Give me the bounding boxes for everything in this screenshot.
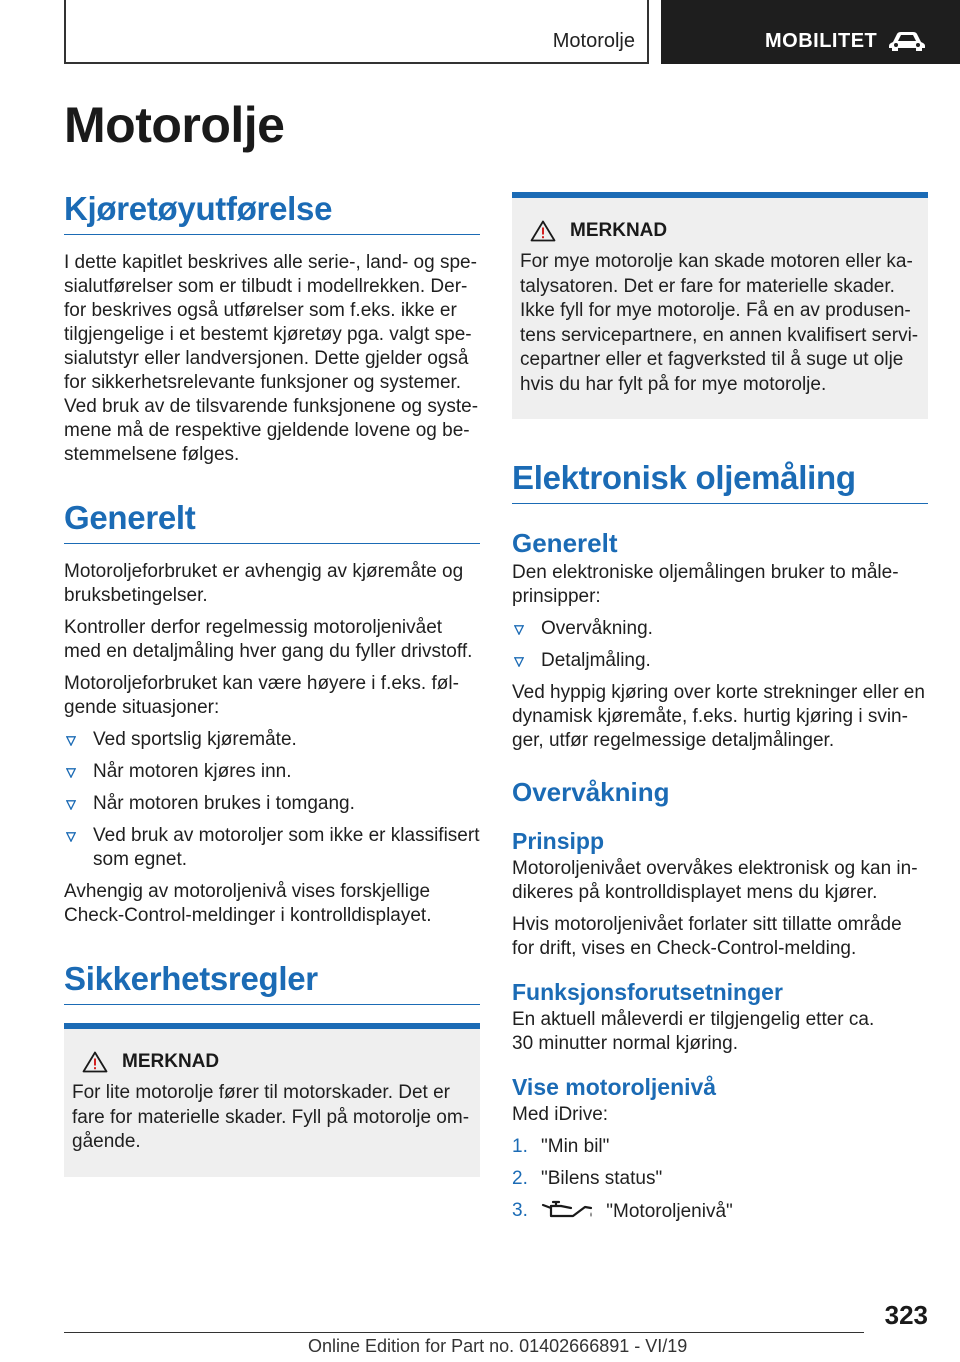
notice-text: For mye motorolje kan skade motoren eller ka- talysatoren. Det er fare for materielle skader. Ikke fyll for mye motorolje. Få en av produsen- tens servicepartnere, en annen kvalifisert servi- cepartner eller et fagverksted til å suge ut olje hvis du har fylt på for mye motorolje. bbox=[520, 251, 919, 395]
bullet-triangle-icon bbox=[66, 832, 76, 842]
right-column bbox=[512, 192, 928, 1224]
para-elektronisk-generelt-2: Ved hyppig kjøring over korte strekninger eller en dynamisk kjøremåte, f.eks. hurtig kjøring i svin- ger, utfør regelmessige detaljmålinger. bbox=[512, 682, 925, 751]
bullet-triangle-icon bbox=[66, 800, 76, 810]
para-kjoretoyutforelse: I dette kapitlet beskrives alle serie-, land- og spe- sialutførelser som er tilbudt i modellrekken. Der- for beskrives også utførelser som f.eks. ikke er tilgjengelige i et bestemt kjøretøy pga. valgt spe- sialutstyr eller landversjonen. Dette gjelder også for sikkerhetsrelevante funksjoner og systemer. Ved bruk av de tilsvarende funksjonene og syste- mene må de respektive gjeldende lovene og be- stemmelsene følges. bbox=[64, 252, 479, 465]
heading-generelt-sub: Generelt bbox=[512, 528, 618, 558]
idrive-steps bbox=[512, 1135, 928, 1224]
notice-label: MERKNAD bbox=[570, 220, 668, 241]
para-med-idrive: Med iDrive: bbox=[512, 1104, 609, 1125]
warning-triangle-icon bbox=[82, 1051, 108, 1073]
bullet-triangle-icon bbox=[66, 768, 76, 778]
step-number: 2. bbox=[512, 1168, 528, 1189]
heading-elektronisk-oljemaling: Elektronisk oljemåling bbox=[512, 459, 928, 504]
bullet-triangle-icon bbox=[514, 657, 524, 667]
bullet-triangle-icon bbox=[66, 736, 76, 746]
bullet-triangle-icon bbox=[514, 625, 524, 635]
left-column bbox=[64, 190, 480, 1177]
header-section-title: Motorolje bbox=[552, 30, 635, 52]
situations-list bbox=[64, 728, 480, 872]
notice-box-too-much-oil bbox=[512, 192, 928, 419]
step-number: 3. bbox=[512, 1200, 528, 1221]
warning-triangle-icon bbox=[530, 220, 556, 242]
heading-sikkerhetsregler: Sikkerhetsregler bbox=[64, 960, 480, 1005]
heading-vise-motoroljeniva: Vise motoroljenivå bbox=[512, 1074, 717, 1100]
oil-can-icon bbox=[541, 1199, 593, 1221]
notice-header bbox=[520, 220, 920, 242]
heading-prinsipp: Prinsipp bbox=[512, 828, 605, 854]
step-number: 1. bbox=[512, 1136, 528, 1157]
footer-divider bbox=[64, 1332, 864, 1333]
list-item: Ved bruk av motoroljer som ikke er klassifisert som egnet. bbox=[64, 824, 480, 872]
notice-box-low-oil bbox=[64, 1023, 480, 1177]
list-item: Detaljmåling. bbox=[512, 649, 928, 673]
header-frame bbox=[64, 0, 649, 64]
heading-overvakning: Overvåkning bbox=[512, 777, 670, 807]
list-item: 3. "Motoroljenivå" bbox=[512, 1200, 733, 1222]
principles-list bbox=[512, 617, 928, 673]
notice-text: For lite motorolje fører til motorskader. Det er fare for materielle skader. Fyll på motorolje om- gående. bbox=[72, 1082, 470, 1152]
list-item: Overvåkning. bbox=[512, 617, 928, 641]
para-generelt-4: Avhengig av motoroljenivå vises forskjellige Check-Control-meldinger i kontrolldisplayet. bbox=[64, 881, 432, 926]
para-funksjonsforutsetninger: En aktuell måleverdi er tilgjengelig etter ca. 30 minutter normal kjøring. bbox=[512, 1009, 875, 1054]
para-generelt-2: Kontroller derfor regelmessig motoroljenivået med en detaljmåling hver gang du fyller drivstoff. bbox=[64, 617, 473, 662]
header-chapter-label: MOBILITET bbox=[765, 30, 878, 52]
list-item: Ved sportslig kjøremåte. bbox=[64, 728, 480, 752]
heading-funksjonsforutsetninger: Funksjonsforutsetninger bbox=[512, 979, 783, 1005]
header-chapter-tab bbox=[661, 0, 960, 64]
notice-label: MERKNAD bbox=[122, 1051, 220, 1072]
para-prinsipp-1: Motoroljenivået overvåkes elektronisk og kan in- dikeres på kontrolldisplayet mens du kjører. bbox=[512, 858, 918, 903]
para-generelt-3: Motoroljeforbruket kan være høyere i f.eks. føl- gende situasjoner: bbox=[64, 673, 459, 718]
para-generelt-1: Motoroljeforbruket er avhengig av kjøremåte og bruksbetingelser. bbox=[64, 561, 464, 606]
list-item: 1. "Min bil" bbox=[512, 1136, 610, 1157]
para-prinsipp-2: Hvis motoroljenivået forlater sitt tillatte område for drift, vises en Check-Control-melding. bbox=[512, 914, 902, 959]
list-item: Når motoren brukes i tomgang. bbox=[64, 792, 480, 816]
para-elektronisk-generelt: Den elektroniske oljemålingen bruker to måle- prinsipper: bbox=[512, 562, 899, 607]
page-title: Motorolje bbox=[64, 97, 285, 153]
page-number: 323 bbox=[884, 1300, 928, 1330]
footer-edition-text: Online Edition for Part no. 01402666891 - VI/19 bbox=[308, 1336, 688, 1356]
list-item: 2. "Bilens status" bbox=[512, 1168, 663, 1189]
list-item: Når motoren kjøres inn. bbox=[64, 760, 480, 784]
notice-header bbox=[72, 1051, 472, 1073]
heading-kjoretoyutforelse: Kjøretøyutførelse bbox=[64, 190, 480, 235]
heading-generelt: Generelt bbox=[64, 499, 480, 544]
car-icon bbox=[887, 28, 927, 52]
